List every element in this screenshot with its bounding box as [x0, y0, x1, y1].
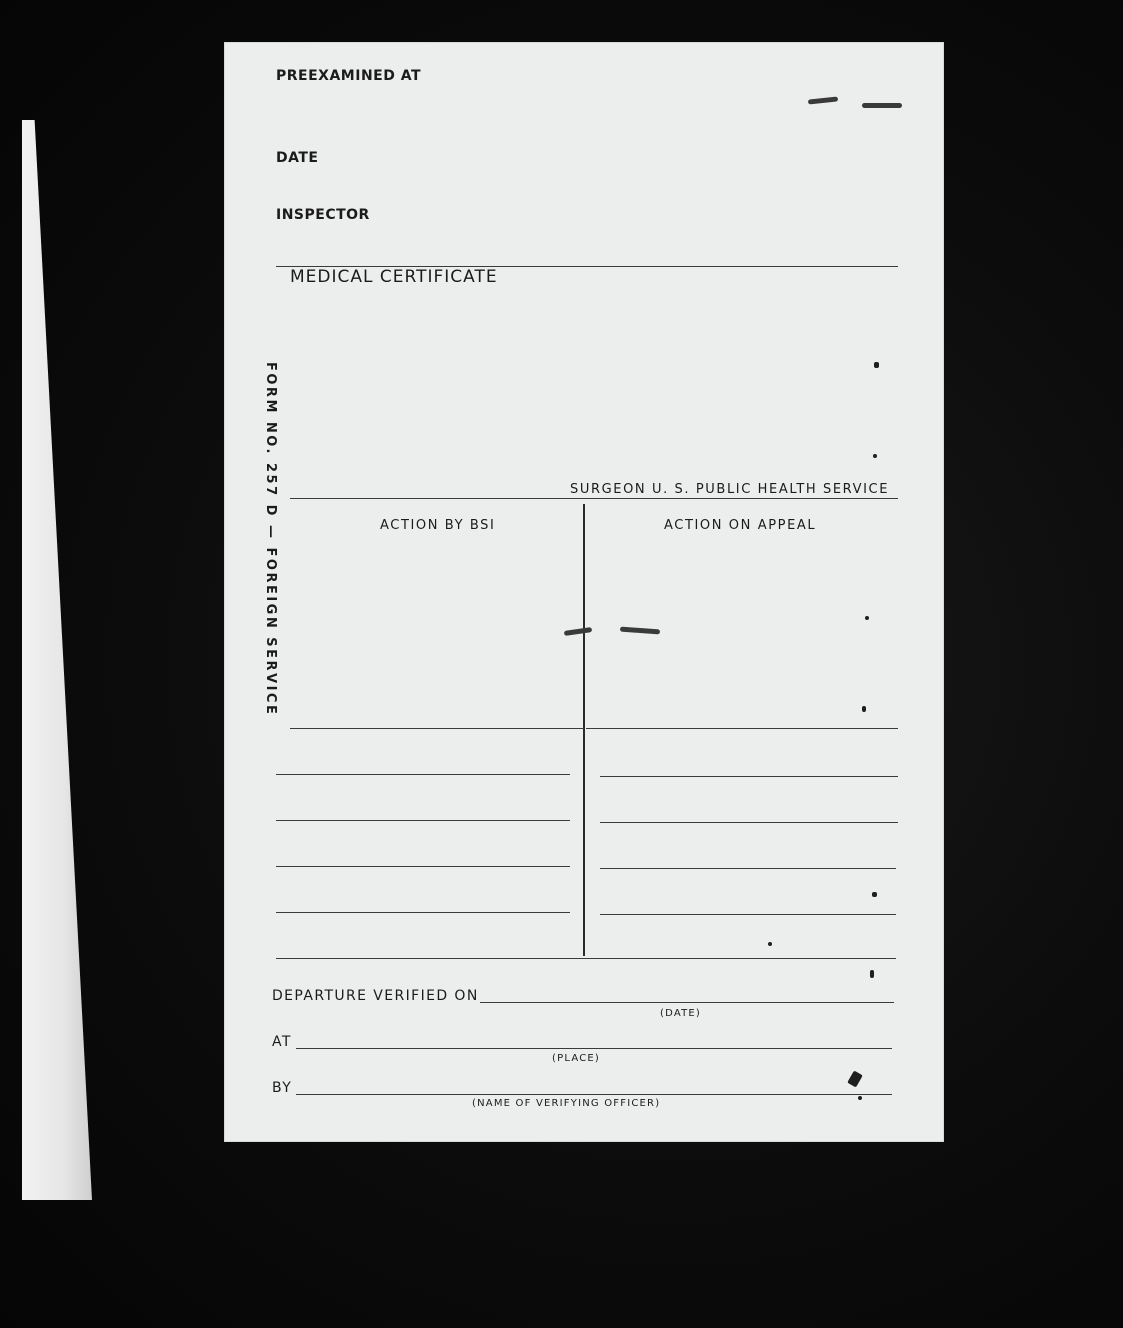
place-line: [296, 1048, 892, 1049]
officer-line: [296, 1094, 892, 1095]
adjacent-card-edge: [22, 120, 92, 1200]
inspector-label: INSPECTOR: [276, 207, 370, 223]
date-caption: (DATE): [660, 1008, 702, 1019]
departure-verified-label: DEPARTURE VERIFIED ON: [272, 988, 479, 1004]
speck: [873, 454, 877, 458]
speck: [872, 892, 877, 897]
action-on-appeal-heading: ACTION ON APPEAL: [664, 518, 817, 533]
speck: [847, 1070, 863, 1087]
bsi-line-2: [276, 774, 570, 775]
speck: [865, 616, 869, 620]
officer-caption: (NAME OF VERIFYING OFFICER): [472, 1098, 661, 1109]
staple-mark-middle-left: [564, 627, 592, 636]
bsi-line-1: [290, 728, 584, 729]
speck: [870, 970, 874, 978]
appeal-line-2: [600, 776, 898, 777]
at-label: AT: [272, 1034, 292, 1050]
staple-mark-top-right: [862, 103, 902, 108]
surgeon-label: SURGEON U. S. PUBLIC HEALTH SERVICE: [570, 482, 890, 497]
appeal-line-5: [600, 914, 896, 915]
preexamined-label: PREEXAMINED AT: [276, 68, 422, 84]
bsi-line-3: [276, 820, 570, 821]
form-number-side-text: FORM NO. 257 D — FOREIGN SERVICE: [263, 362, 278, 717]
date-label: DATE: [276, 150, 319, 166]
speck: [768, 942, 772, 946]
staple-mark-top-left: [808, 96, 838, 104]
by-label: BY: [272, 1080, 293, 1096]
bsi-line-5: [276, 912, 570, 913]
place-caption: (PLACE): [552, 1053, 600, 1064]
appeal-line-3: [600, 822, 898, 823]
speck: [862, 706, 866, 712]
medical-certificate-card: [224, 42, 944, 1142]
surgeon-signature-line: [290, 498, 898, 499]
certificate-title: MEDICAL CERTIFICATE: [290, 267, 498, 287]
departure-date-line: [480, 1002, 894, 1003]
speck: [874, 362, 879, 368]
action-by-bsi-heading: ACTION BY BSI: [380, 518, 496, 533]
staple-mark-middle-right: [620, 627, 660, 635]
appeal-line-1: [586, 728, 898, 729]
column-divider: [583, 504, 585, 956]
section-divider: [276, 958, 896, 959]
appeal-line-4: [600, 868, 896, 869]
speck: [858, 1096, 862, 1100]
bsi-line-4: [276, 866, 570, 867]
